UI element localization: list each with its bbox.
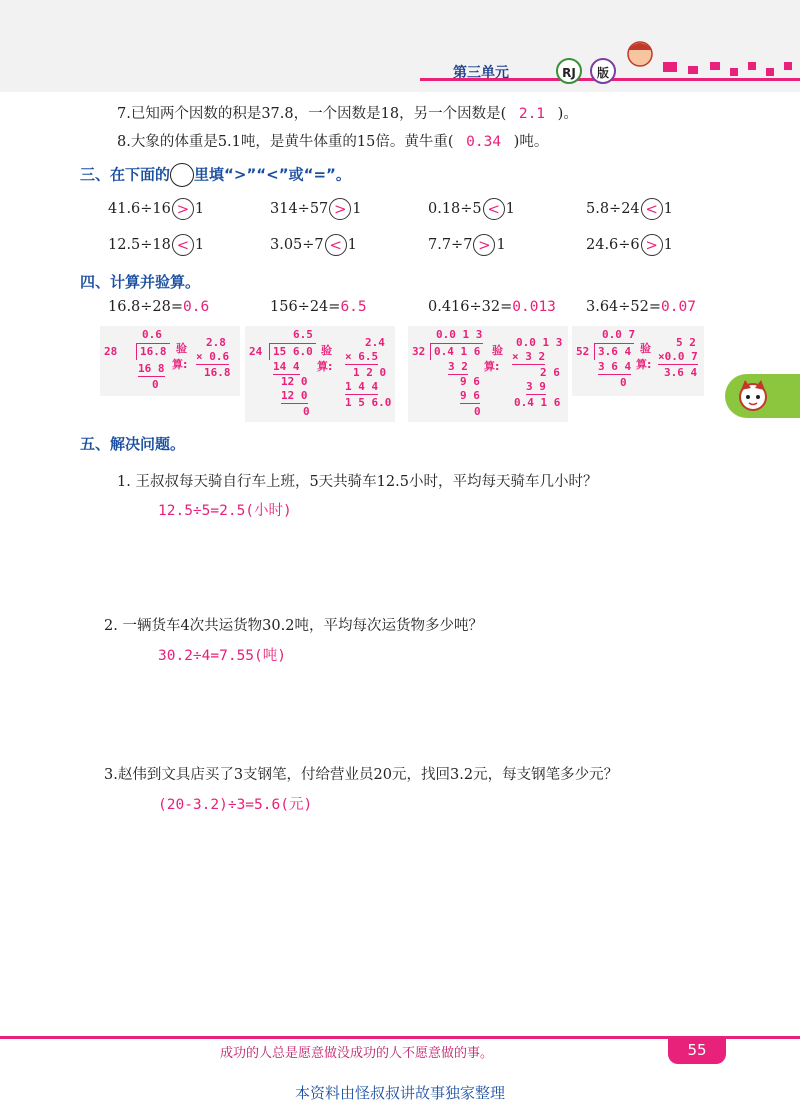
check-factor: 5 2 — [676, 336, 696, 349]
compare-1-3: 0.18÷5 < 1 — [428, 200, 515, 218]
long-division-step: 3 2 — [448, 360, 468, 373]
problem-1-answer: 12.5÷5=2.5(小时) — [158, 503, 292, 519]
section-4-title: 四、计算并验算。 — [80, 273, 201, 291]
check-partial: 1 4 4 — [345, 380, 379, 393]
work-box-4 — [572, 326, 704, 396]
verify-label: 算: — [172, 358, 188, 371]
work-box-3 — [408, 326, 568, 422]
check-result: 0.4 1 6 — [514, 396, 561, 409]
mascot-icon — [733, 376, 773, 416]
check-result: 1 5 6.0 — [345, 396, 392, 409]
long-division-dividend: 3.6 4 — [594, 343, 634, 360]
long-division-step: 9 6 — [460, 375, 480, 388]
compare-1-4: 5.8÷24 < 1 — [586, 200, 673, 218]
long-division-remainder: 0 — [303, 405, 310, 418]
unit-title: 第三单元 — [453, 65, 509, 81]
edition-badge-rj: RJ — [556, 58, 582, 84]
footer-credit: 本资料由怪叔叔讲故事独家整理 — [294, 1084, 505, 1102]
compare-2-2: 3.05÷7 < 1 — [270, 236, 357, 254]
check-factor: × 3 2 — [512, 350, 546, 363]
check-factor: 2.4 — [365, 336, 385, 349]
question-8 — [117, 130, 548, 151]
long-division-step: 12 0 — [281, 375, 308, 388]
long-division-quotient: 0.0 7 — [602, 328, 636, 341]
check-factor: 0.0 1 3 — [516, 336, 563, 349]
problem-2-question: 2. 一辆货车4次共运货物30.2吨，平均每次运货物多少吨？ — [104, 618, 483, 634]
problem-3-answer: (20-3.2)÷3=5.6(元) — [158, 797, 313, 813]
verify-label: 验 — [492, 344, 503, 357]
verify-label: 验 — [640, 342, 651, 355]
check-partial: 3 9 — [526, 380, 546, 393]
long-division-remainder: 0 — [152, 378, 159, 391]
compare-2-1: 12.5÷18 < 1 — [108, 236, 205, 254]
calc-1: 16.8÷28=0.6 — [108, 299, 210, 315]
long-division-divisor: 52 — [576, 345, 590, 358]
long-division-remainder: 0 — [620, 376, 627, 389]
verify-label: 验 — [321, 344, 332, 357]
side-tab — [725, 374, 800, 418]
problem-2-answer: 30.2÷4=7.55(吨) — [158, 648, 286, 664]
check-factor: ×0.0 7 — [658, 350, 698, 363]
long-division-quotient: 6.5 — [293, 328, 313, 341]
check-partial: 1 2 0 — [353, 366, 387, 379]
calc-3-answer: 0.013 — [512, 299, 556, 315]
long-division-step: 3 6 4 — [598, 360, 632, 373]
verify-label: 验 — [176, 342, 187, 355]
calc-3: 0.416÷32=0.013 — [428, 299, 556, 315]
compare-sign: < — [641, 198, 663, 220]
problem-3-question: 3.赵伟到文具店买了3支钢笔，付给营业员20元，找回3.2元，每支钢笔多少元？ — [104, 767, 619, 783]
calc-2-answer: 6.5 — [340, 299, 367, 315]
work-box-1 — [100, 326, 240, 396]
circle-icon — [170, 163, 194, 187]
answer-8: 0.34 — [466, 134, 502, 150]
calc-4-answer: 0.07 — [661, 299, 696, 315]
long-division-quotient: 0.0 1 3 — [436, 328, 483, 341]
long-division-divisor: 32 — [412, 345, 426, 358]
check-result: 3.6 4 — [664, 366, 698, 379]
compare-1-1: 41.6÷16 > 1 — [108, 200, 205, 218]
compare-sign: < — [483, 198, 505, 220]
check-result: 16.8 — [204, 366, 231, 379]
long-division-dividend: 16.8 — [136, 343, 170, 360]
compare-sign: > — [172, 198, 194, 220]
long-division-step: 9 6 — [460, 389, 480, 402]
long-division-dividend: 15 6.0 — [269, 343, 316, 360]
long-division-step: 12 0 — [281, 389, 308, 402]
check-factor: × 0.6 — [196, 350, 230, 363]
long-division-divisor: 24 — [249, 345, 263, 358]
long-division-step: 16 8 — [138, 362, 165, 375]
page-number: 55 — [668, 1038, 726, 1064]
compare-sign: > — [473, 234, 495, 256]
answer-7: 2.1 — [518, 106, 546, 122]
question-7 — [117, 102, 578, 123]
question-7-close: )。 — [557, 106, 578, 122]
question-8-text: 8.大象的体重是5.1吨，是黄牛体重的15倍。黄牛重( — [117, 134, 454, 150]
check-partial: 2 6 — [540, 366, 560, 379]
calc-2: 156÷24=6.5 — [270, 299, 367, 315]
compare-sign: < — [172, 234, 194, 256]
compare-2-4: 24.6÷6 > 1 — [586, 236, 673, 254]
long-division-step: 14 4 — [273, 360, 300, 373]
check-factor: × 6.5 — [345, 350, 379, 363]
long-division-remainder: 0 — [474, 405, 481, 418]
calc-1-answer: 0.6 — [183, 299, 210, 315]
long-division-quotient: 0.6 — [142, 328, 162, 341]
header-decoration-icon — [618, 32, 800, 84]
question-8-close: )吨。 — [513, 134, 549, 150]
compare-sign: > — [329, 198, 351, 220]
compare-sign: < — [325, 234, 347, 256]
long-division-dividend: 0.4 1 6 — [430, 343, 483, 360]
section-3-title-post: 里填“>”“<”或“=”。 — [194, 165, 351, 184]
check-factor: 2.8 — [206, 336, 226, 349]
section-3-title-pre: 三、在下面的 — [80, 165, 171, 184]
section-3-title — [80, 163, 351, 187]
long-division-divisor: 28 — [104, 345, 118, 358]
calc-4: 3.64÷52=0.07 — [586, 299, 696, 315]
section-5-title: 五、解决问题。 — [80, 435, 186, 453]
compare-sign: > — [641, 234, 663, 256]
verify-label: 算: — [484, 360, 500, 373]
verify-label: 算: — [317, 360, 333, 373]
question-7-text: 7.已知两个因数的积是37.8，一个因数是18，另一个因数是( — [117, 106, 507, 122]
compare-2-3: 7.7÷7 > 1 — [428, 236, 506, 254]
problem-1-question: 1. 王叔叔每天骑自行车上班，5天共骑车12.5小时，平均每天骑车几小时？ — [117, 474, 598, 490]
edition-badge-ban: 版 — [590, 58, 616, 84]
verify-label: 算: — [636, 358, 652, 371]
work-box-2 — [245, 326, 395, 422]
compare-1-2: 314÷57 > 1 — [270, 200, 362, 218]
footer-motto: 成功的人总是愿意做没成功的人不愿意做的事。 — [220, 1046, 494, 1061]
